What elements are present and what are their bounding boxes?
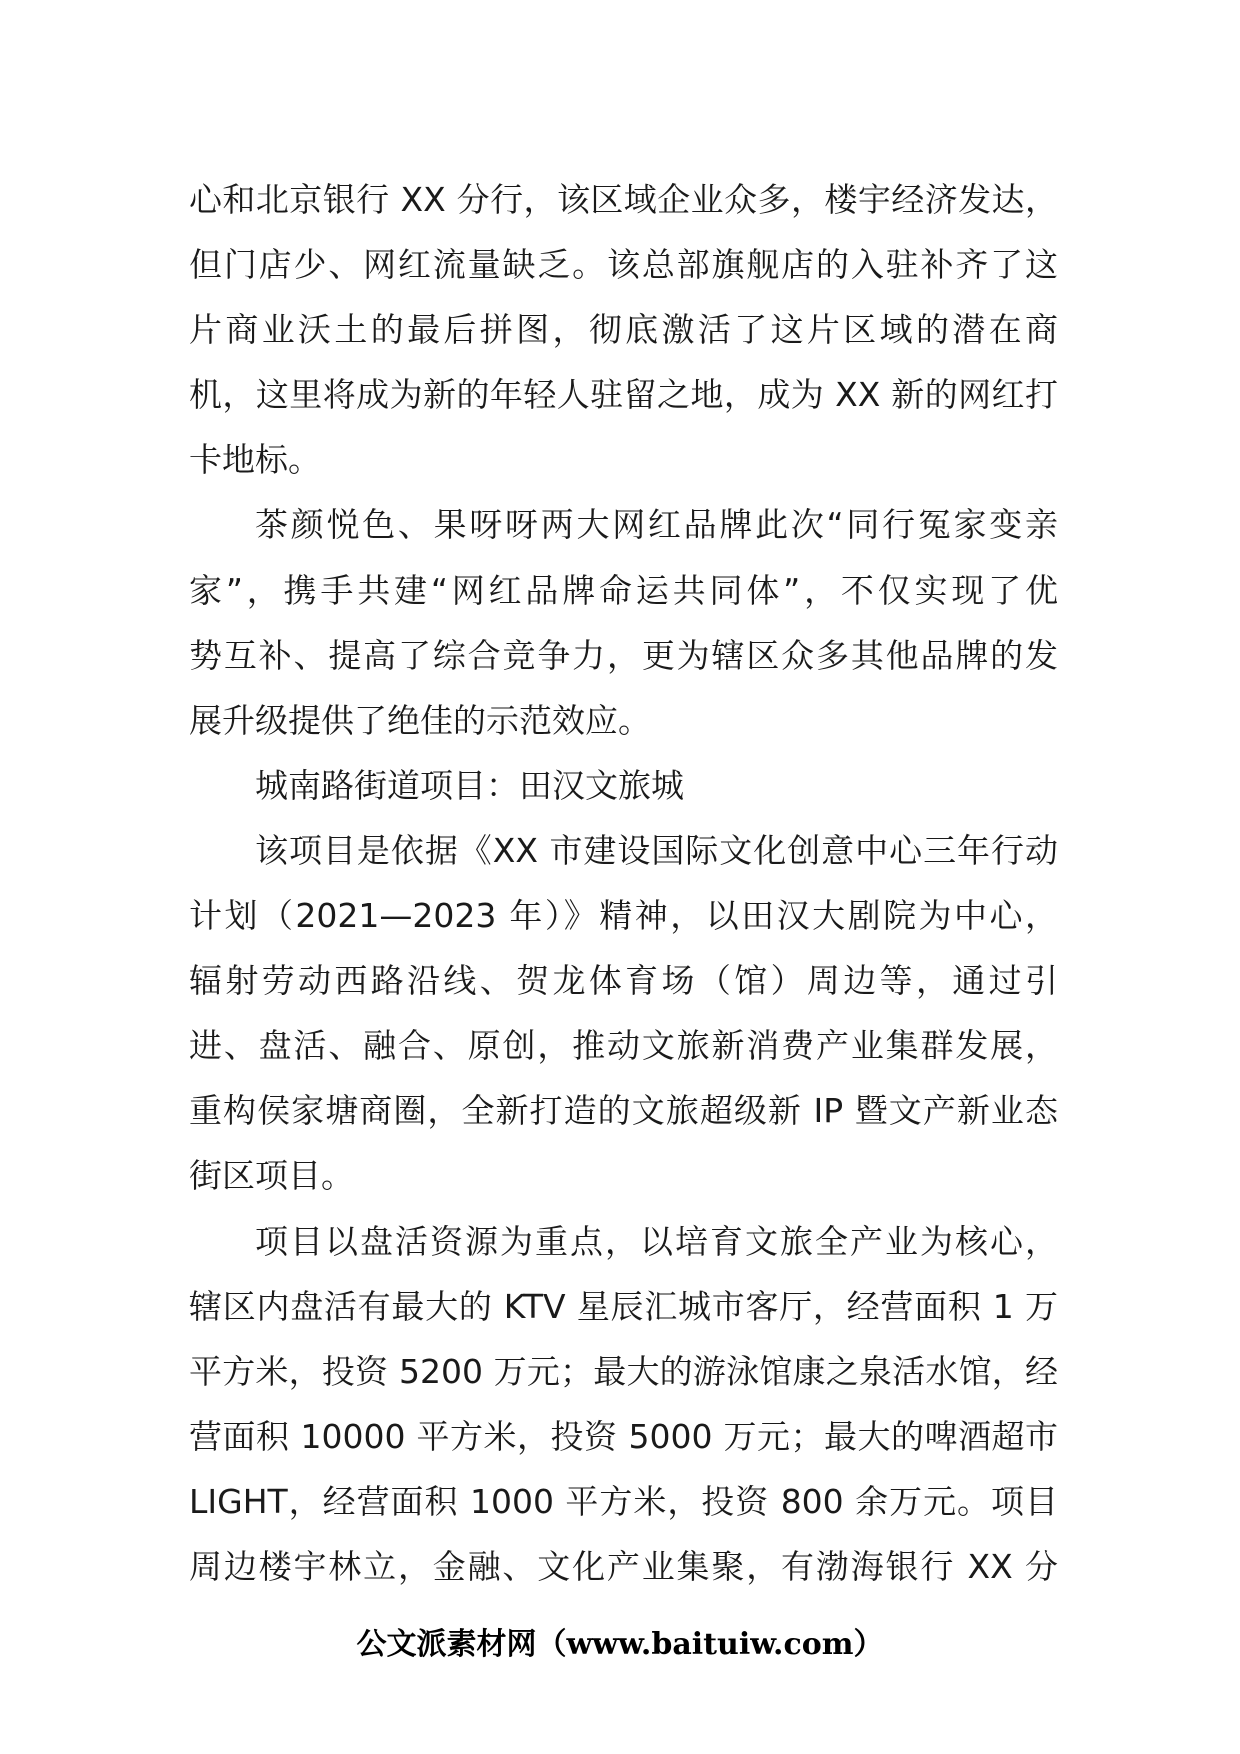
text-line: 势互补、提高了综合竞争力，更为辖区众多其他品牌的发 — [189, 635, 1058, 675]
text-line: LIGHT，经营面积 1000 平方米，投资 800 余万元。项目 — [189, 1481, 1058, 1521]
text-line: 卡地标。 — [189, 440, 321, 480]
document-body — [189, 167, 1058, 1599]
text-line: 街区项目。 — [189, 1156, 354, 1196]
paragraph — [189, 818, 1058, 1209]
text-line: 该项目是依据《XX 市建设国际文化创意中心三年行动 — [255, 830, 1058, 870]
text-line: 机，这里将成为新的年轻人驻留之地，成为 XX 新的网红打 — [189, 375, 1058, 415]
text-line: 重构侯家塘商圈，全新打造的文旅超级新 IP 暨文产新业态 — [189, 1091, 1058, 1131]
text-line: 家”，携手共建“网红品牌命运共同体”，不仅实现了优 — [189, 570, 1058, 610]
text-line: 片商业沃土的最后拼图，彻底激活了这片区域的潜在商 — [189, 310, 1058, 350]
text-line: 周边楼宇林立，金融、文化产业集聚，有渤海银行 XX 分 — [189, 1546, 1058, 1586]
text-line: 心和北京银行 XX 分行，该区域企业众多，楼宇经济发达， — [189, 180, 1058, 219]
text-line: 计划（2021—2023 年）》精神，以田汉大剧院为中心， — [189, 896, 1058, 936]
paragraph — [189, 167, 1058, 492]
text-line: 城南路街道项目：田汉文旅城 — [255, 765, 684, 805]
text-line: 营面积 10000 平方米，投资 5000 万元；最大的啤酒超市 — [189, 1416, 1058, 1456]
text-line: 辐射劳动西路沿线、贺龙体育场（馆）周边等，通过引 — [189, 961, 1058, 1001]
text-line: 但门店少、网红流量缺乏。该总部旗舰店的入驻补齐了这 — [189, 245, 1058, 285]
text-line: 进、盘活、融合、原创，推动文旅新消费产业集群发展， — [189, 1026, 1058, 1066]
section-heading — [189, 753, 1058, 818]
text-line: 平方米，投资 5200 万元；最大的游泳馆康之泉活水馆，经 — [189, 1351, 1058, 1391]
text-line: 展升级提供了绝佳的示范效应。 — [189, 700, 651, 740]
page-footer: 公文派素材网（www.baituiw.com） — [356, 1627, 884, 1662]
paragraph — [189, 1209, 1058, 1600]
text-line: 辖区内盘活有最大的 KTV 星辰汇城市客厅，经营面积 1 万 — [189, 1286, 1058, 1326]
text-line: 项目以盘活资源为重点，以培育文旅全产业为核心， — [255, 1221, 1058, 1261]
text-line: 茶颜悦色、果呀呀两大网红品牌此次“同行冤家变亲 — [255, 505, 1058, 545]
paragraph — [189, 492, 1058, 752]
